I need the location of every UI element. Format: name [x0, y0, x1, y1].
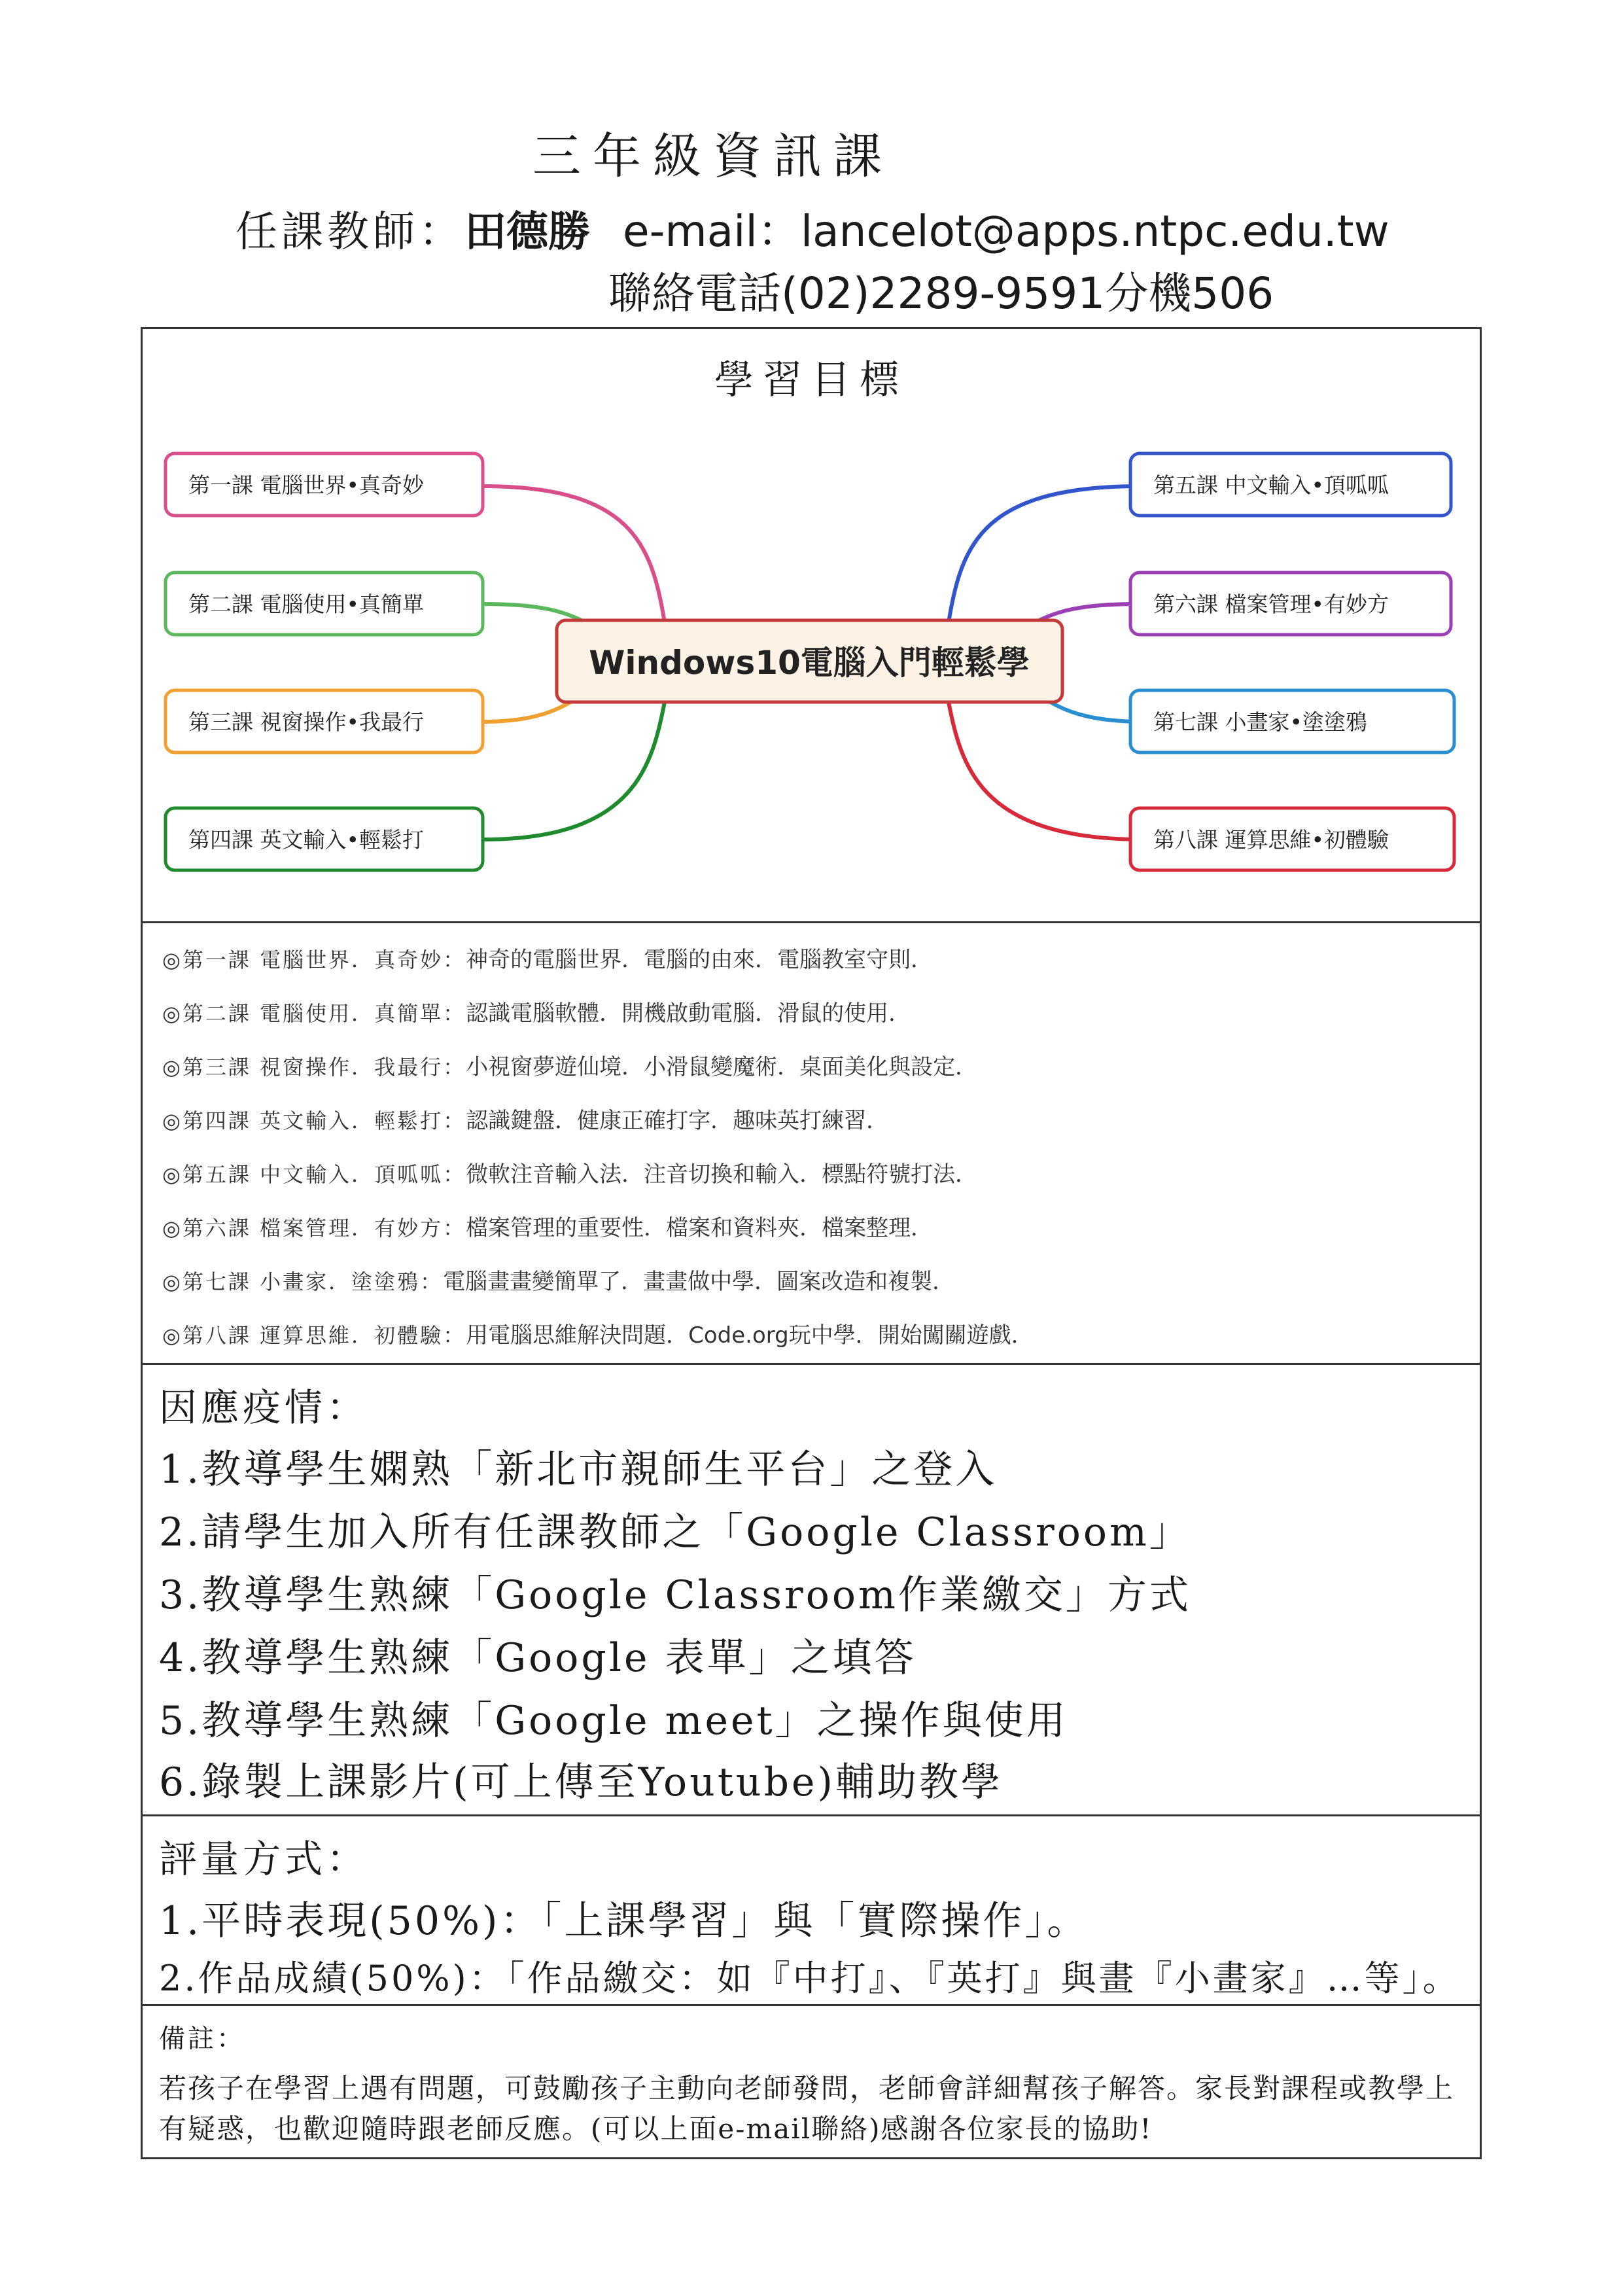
mindmap-node-1-label: 第一課 電腦世界•真奇妙 — [188, 472, 424, 498]
lesson-detail-3: ◎第三課 視窗操作．我最行：小視窗夢遊仙境．小滑鼠變魔術．桌面美化與設定． — [162, 1054, 978, 1080]
lesson-detail-2: ◎第二課 電腦使用．真簡單：認識電腦軟體．開機啟動電腦．滑鼠的使用． — [162, 1000, 911, 1027]
pandemic-item-3: 3.教導學生熟練「Google Classroom作業繳交」方式 — [159, 1572, 1191, 1618]
evaluation-item-2: 2.作品成績(50%)：「作品繳交：如『中打』、『英打』與畫『小畫家』…等」。 — [159, 1958, 1461, 1999]
evaluation-item-1: 1.平時表現(50%)：「上課學習」與「實際操作」。 — [159, 1898, 1089, 1944]
pandemic-item-4: 4.教導學生熟練「Google 表單」之填答 — [159, 1635, 916, 1681]
mind-map — [143, 329, 1480, 918]
notes-text: 若孩子在學習上遇有問題，可鼓勵孩子主動向老師發問，老師會詳細幫孩子解答。家長對課程或教學上有疑惑，也歡迎隨時跟老師反應。(可以上面e-mail聯絡)感謝各位家長的協助! — [159, 2072, 1455, 2145]
lesson-detail-4: ◎第四課 英文輸入．輕鬆打：認識鍵盤．健康正確打字．趣味英打練習． — [162, 1108, 889, 1134]
lesson-detail-6: ◎第六課 檔案管理．有妙方：檔案管理的重要性．檔案和資料夾．檔案整理． — [162, 1215, 934, 1241]
pandemic-item-1: 1.教導學生嫻熟「新北市親師生平台」之登入 — [159, 1447, 998, 1492]
content-frame — [141, 327, 1482, 2159]
mindmap-node-3-label: 第三課 視窗操作•我最行 — [188, 709, 424, 735]
evaluation-heading: 評量方式： — [159, 1837, 369, 1881]
notes-heading: 備註： — [159, 2024, 245, 2054]
teacher-name: 田德勝 — [464, 207, 590, 256]
teacher-info — [236, 196, 1389, 258]
pandemic-heading: 因應疫情： — [159, 1385, 369, 1430]
mindmap-link-5 — [947, 486, 1140, 630]
mindmap-node-7-label: 第七課 小畫家•塗塗鴉 — [1153, 709, 1367, 735]
learning-goals-title: 學習目標 — [714, 357, 908, 403]
pandemic-item-6: 6.錄製上課影片(可上傳至Youtube)輔助教學 — [159, 1759, 1003, 1805]
learning-goals-section — [143, 329, 1480, 921]
mindmap-node-5-label: 第五課 中文輸入•頂呱呱 — [1153, 472, 1389, 498]
mindmap-center-label: Windows10電腦入門輕鬆學 — [589, 644, 1030, 682]
pandemic-item-2: 2.請學生加入所有任課教師之「Google Classroom」 — [159, 1510, 1191, 1555]
page-title: 三年級資訊課 — [532, 128, 894, 185]
mindmap-node-8-label: 第八課 運算思維•初體驗 — [1153, 827, 1389, 853]
mindmap-link-1 — [483, 486, 666, 630]
lesson-detail-7: ◎第七課 小畫家．塗塗鴉：電腦畫畫變簡單了．畫畫做中學．圖案改造和複製． — [162, 1269, 955, 1295]
lesson-detail-8: ◎第八課 運算思維．初體驗：用電腦思維解決問題．Code.org玩中學．開始闖關遊戲． — [162, 1322, 1034, 1349]
mindmap-node-4-label: 第四課 英文輸入•輕鬆打 — [188, 827, 424, 853]
teacher-label: 任課教師： — [236, 208, 464, 256]
mindmap-node-6-label: 第六課 檔案管理•有妙方 — [1153, 592, 1389, 617]
pandemic-item-5: 5.教導學生熟練「Google meet」之操作與使用 — [159, 1698, 1068, 1744]
notes-section — [143, 2004, 1480, 2159]
teacher-phone: 聯絡電話(02)2289-9591分機506 — [608, 268, 1274, 319]
lesson-detail-5: ◎第五課 中文輸入．頂呱呱：微軟注音輸入法．注音切換和輸入．標點符號打法． — [162, 1161, 978, 1188]
lesson-details-section — [143, 921, 1480, 1363]
pandemic-response-section — [143, 1363, 1480, 1814]
mindmap-node-2-label: 第二課 電腦使用•真簡單 — [188, 592, 424, 617]
teacher-email: e-mail：lancelot@apps.ntpc.edu.tw — [623, 206, 1389, 256]
lesson-detail-1: ◎第一課 電腦世界．真奇妙：神奇的電腦世界．電腦的由來．電腦教室守則． — [162, 947, 934, 973]
mindmap-link-4 — [483, 696, 666, 839]
mindmap-link-8 — [947, 696, 1143, 839]
evaluation-section — [143, 1814, 1480, 2004]
